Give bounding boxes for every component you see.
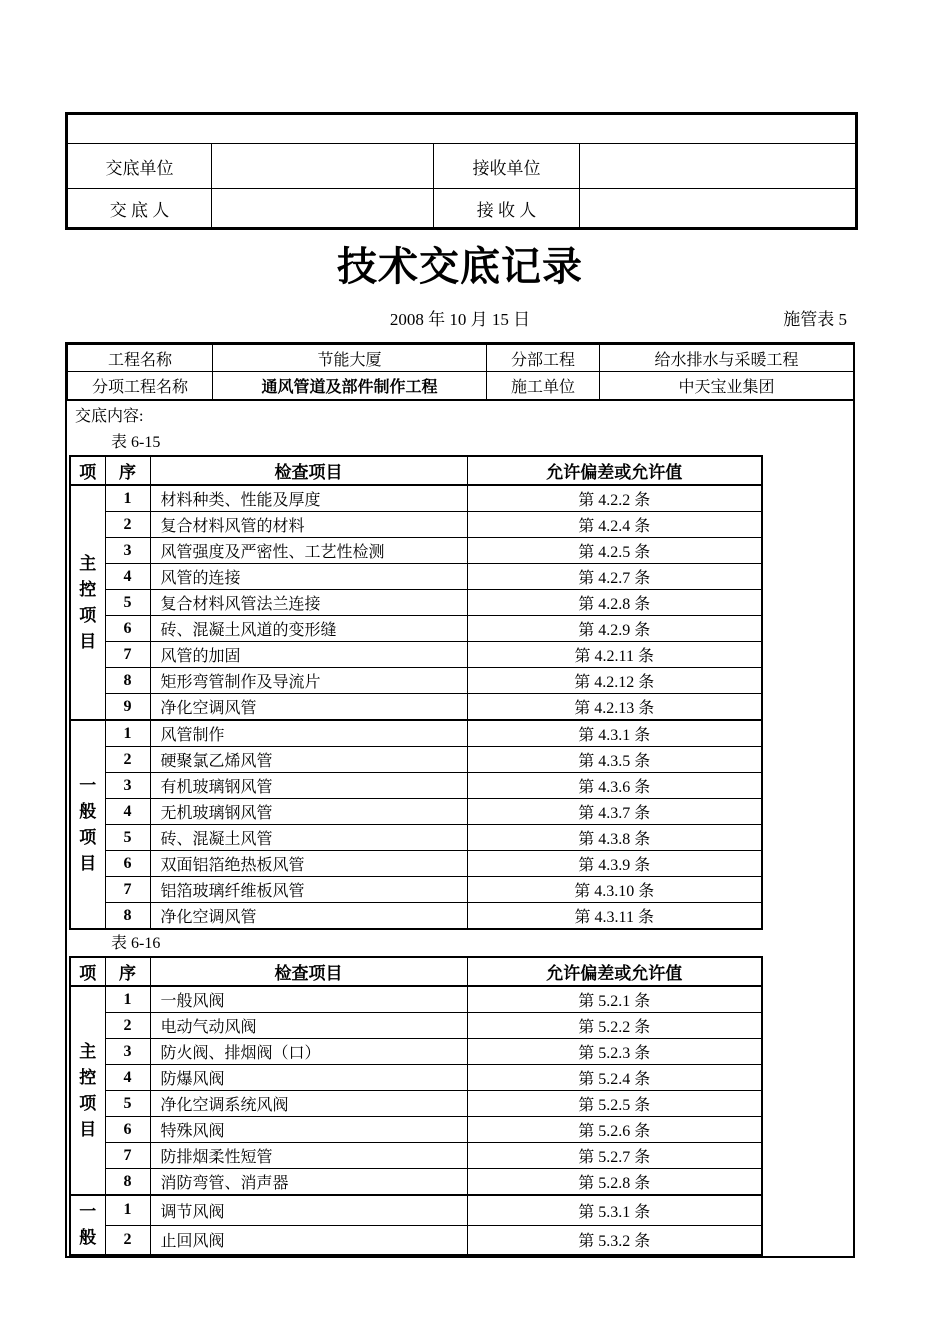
sequence-cell: 2 — [105, 512, 150, 538]
disclosure-person-value — [212, 189, 434, 229]
sequence-cell: 1 — [105, 720, 150, 747]
allowed-value-cell: 第 5.2.8 条 — [467, 1169, 762, 1196]
sequence-cell: 5 — [105, 825, 150, 851]
column-header: 检查项目 — [150, 957, 467, 986]
receiving-person-label: 接 收 人 — [434, 189, 580, 229]
check-item-cell: 材料种类、性能及厚度 — [150, 485, 467, 512]
group-label — [70, 986, 105, 1195]
check-item-cell: 砖、混凝土风管 — [150, 825, 467, 851]
table-row — [70, 720, 762, 747]
table-row — [70, 642, 762, 668]
check-item-cell: 调节风阀 — [150, 1195, 467, 1225]
date-line — [65, 305, 855, 329]
check-item-cell: 净化空调风管 — [150, 694, 467, 721]
check-item-cell: 特殊风阀 — [150, 1117, 467, 1143]
sequence-cell: 1 — [105, 986, 150, 1013]
table-row — [70, 986, 762, 1013]
table-row — [70, 1143, 762, 1169]
sequence-cell: 3 — [105, 538, 150, 564]
group-label-char: 控 — [79, 579, 97, 599]
table-row — [70, 747, 762, 773]
form-code: 施管表 5 — [783, 310, 847, 329]
allowed-value-cell: 第 5.2.7 条 — [467, 1143, 762, 1169]
sequence-cell: 3 — [105, 773, 150, 799]
group-label-char: 目 — [79, 631, 97, 651]
table-row — [70, 694, 762, 721]
table-row — [70, 668, 762, 694]
table-row — [70, 1013, 762, 1039]
column-header: 项 — [70, 957, 105, 986]
check-item-cell: 矩形弯管制作及导流片 — [150, 668, 467, 694]
group-label-char: 项 — [79, 605, 97, 625]
check-item-cell: 一般风阀 — [150, 986, 467, 1013]
allowed-value-cell: 第 5.2.3 条 — [467, 1039, 762, 1065]
table-row — [70, 512, 762, 538]
project-info-table — [67, 344, 854, 400]
allowed-value-cell: 第 5.3.2 条 — [467, 1225, 762, 1255]
table-row — [68, 345, 854, 372]
disclosure-person-label: 交 底 人 — [67, 189, 212, 229]
check-item-cell: 风管的连接 — [150, 564, 467, 590]
sequence-cell: 6 — [105, 1117, 150, 1143]
check-item-cell: 铝箔玻璃纤维板风管 — [150, 877, 467, 903]
sequence-cell: 7 — [105, 1143, 150, 1169]
check-item-cell: 风管强度及严密性、工艺性检测 — [150, 538, 467, 564]
signature-table — [65, 112, 858, 230]
receiving-unit-value — [580, 144, 857, 189]
allowed-value-cell: 第 4.2.5 条 — [467, 538, 762, 564]
column-header: 检查项目 — [150, 456, 467, 485]
table-row — [70, 485, 762, 512]
table-row — [70, 590, 762, 616]
table-row — [68, 372, 854, 400]
allowed-value-cell: 第 5.2.4 条 — [467, 1065, 762, 1091]
check-item-cell: 净化空调系统风阀 — [150, 1091, 467, 1117]
check-item-cell: 防爆风阀 — [150, 1065, 467, 1091]
allowed-value-cell: 第 4.3.8 条 — [467, 825, 762, 851]
column-header: 允许偏差或允许值 — [467, 957, 762, 986]
check-item-cell: 风管的加固 — [150, 642, 467, 668]
allowed-value-cell: 第 4.2.4 条 — [467, 512, 762, 538]
table-row — [70, 1225, 762, 1255]
allowed-value-cell: 第 4.3.7 条 — [467, 799, 762, 825]
disclosure-unit-label: 交底单位 — [67, 144, 212, 189]
group-label-char: 一 — [79, 775, 97, 795]
allowed-value-cell: 第 4.3.9 条 — [467, 851, 762, 877]
disclosure-content — [67, 400, 853, 1256]
division-work-value: 给水排水与采暖工程 — [600, 345, 854, 372]
sequence-cell: 2 — [105, 747, 150, 773]
table-header-row — [70, 456, 762, 485]
check-item-cell: 净化空调风管 — [150, 903, 467, 930]
group-label-char: 主 — [79, 1041, 97, 1061]
table-row — [70, 825, 762, 851]
table-row — [70, 1195, 762, 1225]
group-label-char: 目 — [79, 853, 97, 873]
inspection-table-6-15 — [69, 455, 763, 930]
check-item-cell: 双面铝箔绝热板风管 — [150, 851, 467, 877]
check-item-cell: 防排烟柔性短管 — [150, 1143, 467, 1169]
group-label-char: 项 — [79, 1093, 97, 1113]
sequence-cell: 2 — [105, 1013, 150, 1039]
table-row — [70, 1169, 762, 1196]
sequence-cell: 4 — [105, 564, 150, 590]
check-item-cell: 电动气动风阀 — [150, 1013, 467, 1039]
group-label-char: 般 — [79, 801, 97, 821]
table-caption-6-16: 表 6-16 — [111, 935, 161, 952]
allowed-value-cell: 第 4.2.9 条 — [467, 616, 762, 642]
sequence-cell: 8 — [105, 668, 150, 694]
check-item-cell: 复合材料风管法兰连接 — [150, 590, 467, 616]
column-header: 允许偏差或允许值 — [467, 456, 762, 485]
sequence-cell: 8 — [105, 1169, 150, 1196]
table-row — [67, 144, 857, 189]
sequence-cell: 5 — [105, 1091, 150, 1117]
sequence-cell: 7 — [105, 642, 150, 668]
project-name-label: 工程名称 — [68, 345, 213, 372]
sequence-cell: 5 — [105, 590, 150, 616]
document-date: 2008 年 10 月 15 日 — [389, 310, 531, 329]
sequence-cell: 7 — [105, 877, 150, 903]
column-header: 序 — [105, 456, 150, 485]
table-row — [70, 773, 762, 799]
allowed-value-cell: 第 4.2.11 条 — [467, 642, 762, 668]
sequence-cell: 1 — [105, 1195, 150, 1225]
check-item-cell: 止回风阀 — [150, 1225, 467, 1255]
group-label-char: 主 — [79, 553, 97, 573]
table-row — [70, 1065, 762, 1091]
construction-unit-label: 施工单位 — [487, 372, 600, 400]
column-header: 项 — [70, 456, 105, 485]
table-row — [67, 189, 857, 229]
sequence-cell: 3 — [105, 1039, 150, 1065]
check-item-cell: 防火阀、排烟阀（口） — [150, 1039, 467, 1065]
table-row — [67, 114, 857, 144]
division-work-label: 分部工程 — [487, 345, 600, 372]
table-row — [70, 851, 762, 877]
group-label-char: 控 — [79, 1067, 97, 1087]
group-label — [70, 1195, 105, 1255]
group-label — [70, 720, 105, 929]
sequence-cell: 8 — [105, 903, 150, 930]
table-caption-6-15: 表 6-15 — [111, 434, 161, 451]
group-label-char: 目 — [79, 1119, 97, 1139]
record-table — [65, 342, 855, 1258]
allowed-value-cell: 第 4.2.13 条 — [467, 694, 762, 721]
allowed-value-cell: 第 4.2.2 条 — [467, 485, 762, 512]
inspection-table-6-16 — [69, 956, 763, 1256]
check-item-cell: 无机玻璃钢风管 — [150, 799, 467, 825]
page-title: 技术交底记录 — [337, 245, 583, 289]
check-item-cell: 砖、混凝土风道的变形缝 — [150, 616, 467, 642]
sequence-cell: 6 — [105, 851, 150, 877]
table-row — [70, 538, 762, 564]
construction-unit-value: 中天宝业集团 — [600, 372, 854, 400]
allowed-value-cell: 第 4.2.8 条 — [467, 590, 762, 616]
allowed-value-cell: 第 4.2.7 条 — [467, 564, 762, 590]
table-row — [70, 1117, 762, 1143]
check-item-cell: 复合材料风管的材料 — [150, 512, 467, 538]
subitem-name-label: 分项工程名称 — [68, 372, 213, 400]
table-row — [70, 564, 762, 590]
sequence-cell: 4 — [105, 1065, 150, 1091]
table-row — [70, 799, 762, 825]
sequence-cell: 9 — [105, 694, 150, 721]
allowed-value-cell: 第 4.3.6 条 — [467, 773, 762, 799]
allowed-value-cell: 第 5.2.6 条 — [467, 1117, 762, 1143]
disclosure-unit-value — [212, 144, 434, 189]
check-item-cell: 硬聚氯乙烯风管 — [150, 747, 467, 773]
allowed-value-cell: 第 4.3.5 条 — [467, 747, 762, 773]
allowed-value-cell: 第 5.2.2 条 — [467, 1013, 762, 1039]
table-row — [70, 877, 762, 903]
check-item-cell: 风管制作 — [150, 720, 467, 747]
group-label-char: 一 — [79, 1202, 97, 1221]
receiving-person-value — [580, 189, 857, 229]
sequence-cell: 1 — [105, 485, 150, 512]
table-header-row — [70, 957, 762, 986]
allowed-value-cell: 第 4.3.11 条 — [467, 903, 762, 930]
group-label — [70, 485, 105, 720]
sequence-cell: 2 — [105, 1225, 150, 1255]
sequence-cell: 4 — [105, 799, 150, 825]
group-label-char: 般 — [79, 1228, 97, 1247]
group-label-char: 项 — [79, 827, 97, 847]
table-row — [70, 616, 762, 642]
check-item-cell: 有机玻璃钢风管 — [150, 773, 467, 799]
allowed-value-cell: 第 5.2.1 条 — [467, 986, 762, 1013]
subitem-name-value: 通风管道及部件制作工程 — [213, 372, 487, 400]
column-header: 序 — [105, 957, 150, 986]
content-label: 交底内容: — [75, 408, 144, 425]
blank-header-cell — [67, 114, 857, 144]
allowed-value-cell: 第 4.3.1 条 — [467, 720, 762, 747]
receiving-unit-label: 接收单位 — [434, 144, 580, 189]
table-row — [70, 903, 762, 930]
allowed-value-cell: 第 4.3.10 条 — [467, 877, 762, 903]
allowed-value-cell: 第 5.3.1 条 — [467, 1195, 762, 1225]
check-item-cell: 消防弯管、消声器 — [150, 1169, 467, 1196]
allowed-value-cell: 第 5.2.5 条 — [467, 1091, 762, 1117]
table-row — [70, 1091, 762, 1117]
allowed-value-cell: 第 4.2.12 条 — [467, 668, 762, 694]
sequence-cell: 6 — [105, 616, 150, 642]
project-name-value: 节能大厦 — [213, 345, 487, 372]
table-row — [70, 1039, 762, 1065]
